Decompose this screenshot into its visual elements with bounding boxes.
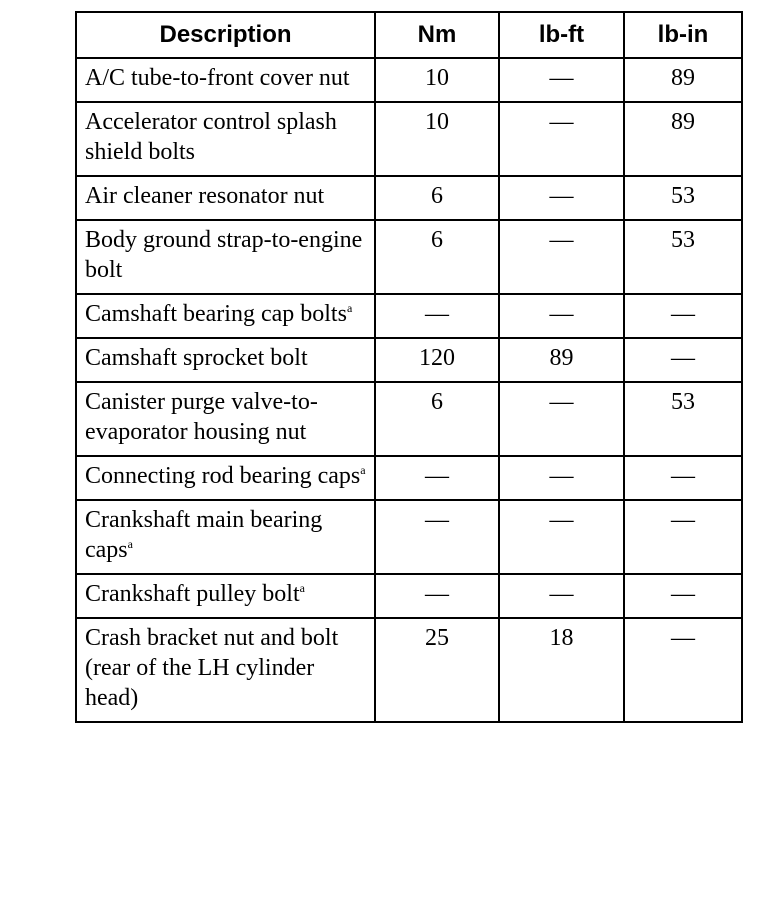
description-text: Canister purge valve-to-evaporator housing nut — [85, 389, 318, 445]
table-row — [76, 338, 742, 382]
description-text: Body ground strap-to-engine bolt — [85, 227, 363, 283]
footnote-marker: a — [299, 581, 305, 595]
header-lbft: lb-ft — [499, 12, 624, 58]
description-text: Crankshaft main bearing caps — [85, 507, 323, 563]
row-nm: 6 — [375, 382, 499, 456]
row-lbin: 89 — [624, 58, 742, 102]
description-text: Camshaft bearing cap bolts — [85, 301, 347, 327]
row-nm: — — [375, 500, 499, 574]
torque-spec-table — [75, 11, 743, 723]
description-text: Crash bracket nut and bolt (rear of the LH cylinder head) — [85, 625, 339, 711]
table-row — [76, 618, 742, 722]
row-lbft: — — [499, 456, 624, 500]
row-description — [76, 102, 375, 176]
row-lbft: — — [499, 58, 624, 102]
row-lbft: — — [499, 176, 624, 220]
row-description — [76, 618, 375, 722]
table-body — [76, 58, 742, 722]
row-lbft: — — [499, 574, 624, 618]
row-description — [76, 338, 375, 382]
row-lbft: 18 — [499, 618, 624, 722]
table-row — [76, 176, 742, 220]
row-nm: — — [375, 294, 499, 338]
row-lbft: 89 — [499, 338, 624, 382]
header-description: Description — [76, 12, 375, 58]
description-text: Accelerator control splash shield bolts — [85, 109, 337, 165]
row-nm: 25 — [375, 618, 499, 722]
row-description — [76, 574, 375, 618]
row-lbin: — — [624, 500, 742, 574]
row-nm: 10 — [375, 58, 499, 102]
row-lbft: — — [499, 500, 624, 574]
table-header — [76, 12, 742, 58]
row-description — [76, 58, 375, 102]
row-lbin: — — [624, 294, 742, 338]
row-lbin: — — [624, 456, 742, 500]
table-row — [76, 58, 742, 102]
row-description — [76, 456, 375, 500]
description-text: Camshaft sprocket bolt — [85, 345, 308, 371]
row-nm: 6 — [375, 176, 499, 220]
table-row — [76, 220, 742, 294]
row-lbin: 53 — [624, 382, 742, 456]
row-description — [76, 382, 375, 456]
row-lbft: — — [499, 294, 624, 338]
row-nm: 6 — [375, 220, 499, 294]
header-nm: Nm — [375, 12, 499, 58]
table-row — [76, 294, 742, 338]
row-description — [76, 220, 375, 294]
table-row — [76, 102, 742, 176]
header-lbin: lb-in — [624, 12, 742, 58]
row-description — [76, 176, 375, 220]
description-text: A/C tube-to-front cover nut — [85, 65, 350, 91]
row-nm: 120 — [375, 338, 499, 382]
description-text: Air cleaner resonator nut — [85, 183, 325, 209]
table-row — [76, 574, 742, 618]
description-text: Connecting rod bearing caps — [85, 463, 361, 489]
footnote-marker: a — [346, 301, 353, 315]
table-row — [76, 500, 742, 574]
row-nm: — — [375, 456, 499, 500]
row-lbin: — — [624, 338, 742, 382]
footnote-marker: a — [360, 463, 366, 477]
row-lbft: — — [499, 382, 624, 456]
table-row — [76, 382, 742, 456]
row-lbin: — — [624, 574, 742, 618]
row-lbin: 53 — [624, 220, 742, 294]
row-lbft: — — [499, 220, 624, 294]
row-nm: 10 — [375, 102, 499, 176]
row-description — [76, 294, 375, 338]
footnote-marker: a — [127, 537, 133, 551]
row-lbin: 53 — [624, 176, 742, 220]
description-text: Crankshaft pulley bolt — [85, 581, 300, 607]
header-row — [76, 12, 742, 58]
table-row — [76, 456, 742, 500]
row-lbin: — — [624, 618, 742, 722]
row-description — [76, 500, 375, 574]
row-nm: — — [375, 574, 499, 618]
row-lbft: — — [499, 102, 624, 176]
row-lbin: 89 — [624, 102, 742, 176]
